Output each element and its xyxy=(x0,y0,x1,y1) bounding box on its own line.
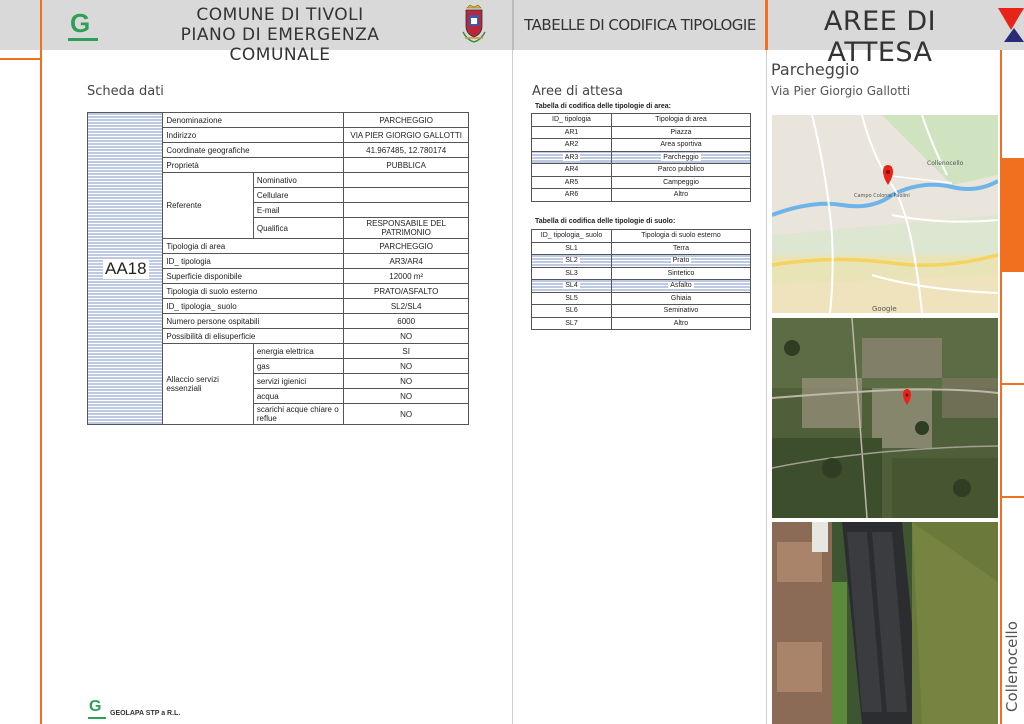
suolo-table-caption: Tabella di codifica delle tipologie di suolo: xyxy=(535,218,676,225)
footer-company: GEOLAPA STP a R.L. xyxy=(110,710,181,717)
table-row: servizi igienici NO xyxy=(88,374,469,389)
table-row: SL3 Sintetico xyxy=(532,267,751,280)
table-row: Referente Nominativo xyxy=(88,173,469,188)
table-row: AR2 Area sportiva xyxy=(532,139,751,152)
table-row: E-mail xyxy=(88,203,469,218)
road-map xyxy=(772,115,998,313)
table-row: AR1 Piazza xyxy=(532,126,751,139)
table-row: ID_ tipologia_ suolo SL2/SL4 xyxy=(88,299,469,314)
aerial-photo xyxy=(772,522,998,724)
header-section-title: TABELLE DI CODIFICA TIPOLOGIE xyxy=(524,16,756,34)
soil-type-table xyxy=(531,229,751,330)
orange-divider-right xyxy=(1000,50,1002,724)
table-row: Tipologia di suolo esterno PRATO/ASFALTO xyxy=(88,284,469,299)
table-row: Possibilità di elisuperficie NO xyxy=(88,329,469,344)
scheda-dati-title: Scheda dati xyxy=(87,84,164,99)
satellite-map xyxy=(772,318,998,518)
table-row: Indirizzo VIA PIER GIORGIO GALLOTTI xyxy=(88,128,469,143)
footer-logo: G xyxy=(88,700,106,718)
orange-divider-left xyxy=(40,0,42,724)
municipal-crest-icon xyxy=(461,4,487,44)
table-row: AR4 Parco pubblico xyxy=(532,164,751,177)
header-title-line1: COMUNE DI TIVOLI xyxy=(196,5,364,25)
table-row: Cellulare xyxy=(88,188,469,203)
table-row: acqua NO xyxy=(88,389,469,404)
place-name: Parcheggio xyxy=(771,60,860,79)
scheda-dati-table xyxy=(87,112,469,425)
table-row: AR6 Altro xyxy=(532,189,751,202)
side-tab-active xyxy=(1002,160,1024,270)
table-row: Superficie disponibile 12000 m² xyxy=(88,269,469,284)
table-row: AR5 Campeggio xyxy=(532,176,751,189)
table-row: Tipologia di area PARCHEGGIO xyxy=(88,239,469,254)
blue-triangle-icon xyxy=(1004,28,1024,42)
aree-di-attesa-title: Aree di attesa xyxy=(532,84,623,99)
table-row: SL2 Prato xyxy=(532,255,751,268)
area-code-cell xyxy=(88,113,163,425)
side-location-label: Collenocello xyxy=(1003,621,1021,712)
table-row: Numero persone ospitabili 6000 xyxy=(88,314,469,329)
table-row: AA18 Denominazione PARCHEGGIO xyxy=(88,113,469,128)
google-watermark: Google xyxy=(872,305,897,313)
table-row: Proprietà PUBBLICA xyxy=(88,158,469,173)
map-label-collenocello: Collenocello xyxy=(927,160,964,167)
table-row: SL6 Seminativo xyxy=(532,305,751,318)
table-row: scarichi acque chiare o reflue NO xyxy=(88,404,469,425)
table-row: SL4 Asfalto xyxy=(532,280,751,293)
table-row: Allaccio servizi essenziali energia elettrica SI xyxy=(88,344,469,359)
table-header-row: ID_ tipologia Tipologia di area xyxy=(532,114,751,127)
area-table-caption: Tabella di codifica delle tipologie di area: xyxy=(535,103,672,110)
area-type-table xyxy=(531,113,751,202)
table-row: SL5 Ghiaia xyxy=(532,292,751,305)
header-title xyxy=(130,5,430,65)
map-label-campo: Campo Colonia Paolini xyxy=(854,193,910,199)
logo-letter: G xyxy=(70,8,91,38)
place-address: Via Pier Giorgio Gallotti xyxy=(771,84,911,98)
table-row: Qualifica RESPONSABILE DEL PATRIMONIO xyxy=(88,218,469,239)
page-header xyxy=(0,0,1024,68)
header-category-title: AREE DI ATTESA xyxy=(823,6,937,68)
table-row: ID_ tipologia AR3/AR4 xyxy=(88,254,469,269)
table-row: SL7 Altro xyxy=(532,317,751,330)
company-logo xyxy=(66,8,100,40)
table-header-row: ID_ tipologia_ suolo Tipologia di suolo esterno xyxy=(532,230,751,243)
table-row: gas NO xyxy=(88,359,469,374)
table-row: Coordinate geografiche 41.967485, 12.780174 xyxy=(88,143,469,158)
red-triangle-icon xyxy=(998,8,1024,30)
table-row: AR3 Parcheggio xyxy=(532,151,751,164)
table-row: SL1 Terra xyxy=(532,242,751,255)
area-code: AA18 xyxy=(105,258,147,278)
header-title-line2: PIANO DI EMERGENZA COMUNALE xyxy=(180,25,380,65)
